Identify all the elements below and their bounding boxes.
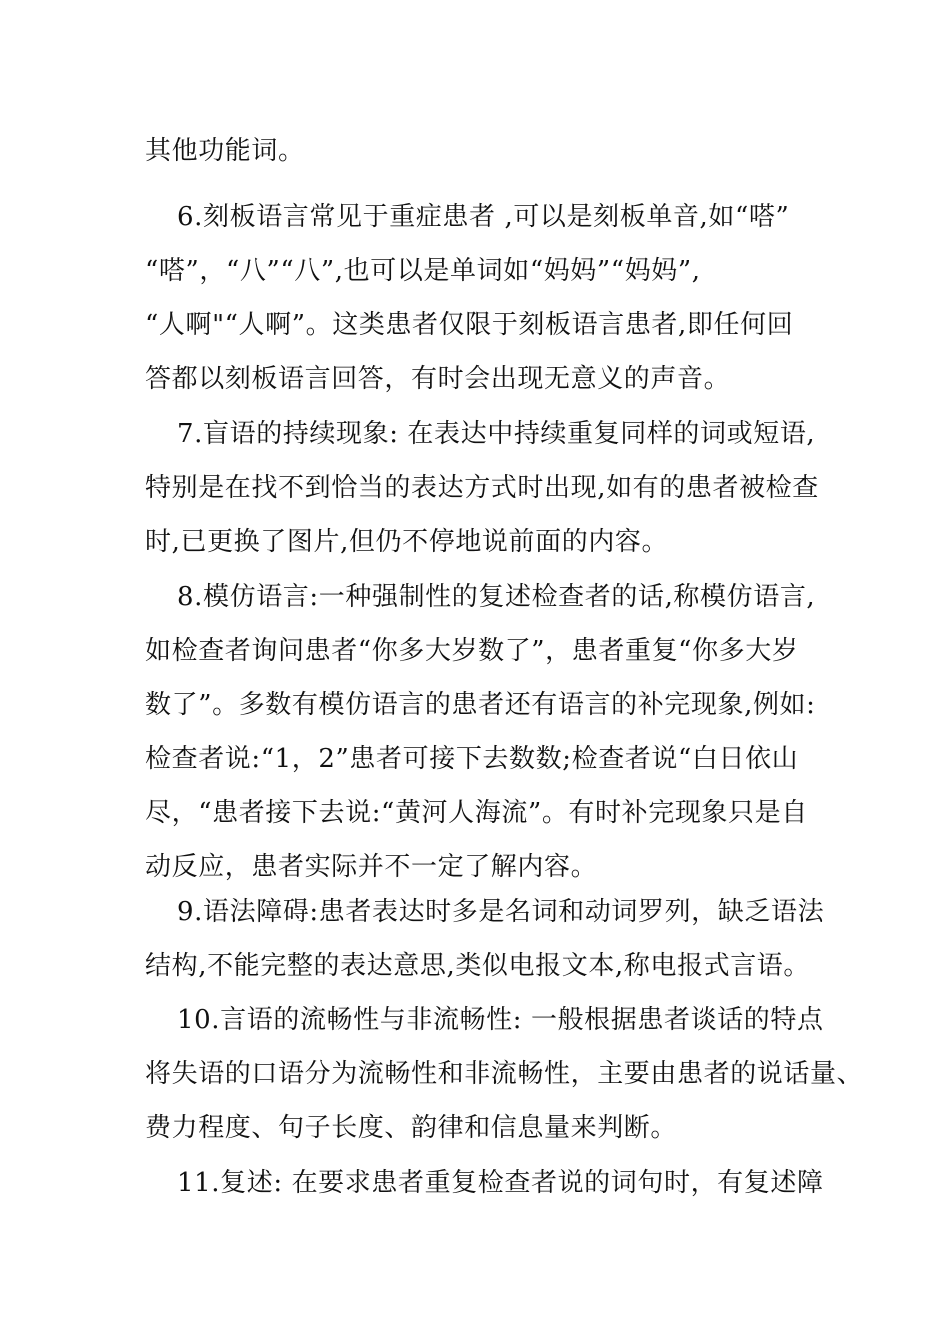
paragraph-item-7 xyxy=(145,407,819,569)
text-line: 时,已更换了图片,但仍不停地说前面的内容。 xyxy=(145,527,669,557)
text-line: 如检查者询问患者“你多大岁数了”，患者重复“你多大岁 xyxy=(145,636,799,666)
text-line: “嗒”，“八”“八”,也可以是单词如“妈妈”“妈妈”, xyxy=(145,256,701,286)
paragraph-item-6 xyxy=(145,190,810,406)
text-line: 将失语的口语分为流畅性和非流畅性，主要由患者的说话量、 xyxy=(145,1059,864,1089)
text-line: 其他功能词。 xyxy=(145,136,305,166)
paragraph-item-10 xyxy=(145,993,864,1155)
text-line: 11.复述: 在要求患者重复检查者说的词句时，有复述障 xyxy=(177,1168,824,1198)
paragraph-item-8 xyxy=(145,570,816,894)
text-line: 7.盲语的持续现象: 在表达中持续重复同样的词或短语, xyxy=(177,419,816,449)
text-line: 尽，“患者接下去说:“黄河人海流”。有时补完现象只是自 xyxy=(145,798,808,828)
text-line: 8.模仿语言:一种强制性的复述检查者的话,称模仿语言, xyxy=(177,582,816,612)
text-line: 答都以刻板语言回答，有时会出现无意义的声音。 xyxy=(145,364,731,394)
text-line: 检查者说:“1，2”患者可接下去数数;检查者说“白日依山 xyxy=(145,744,799,774)
paragraph-item-11 xyxy=(145,1156,824,1210)
text-line: 结构,不能完整的表达意思,类似电报文本,称电报式言语。 xyxy=(145,951,810,981)
paragraph-continuation xyxy=(145,124,810,178)
text-line: 6.刻板语言常见于重症患者 ,可以是刻板单音,如“嗒” xyxy=(177,202,790,232)
text-line: 费力程度、句子长度、韵律和信息量来判断。 xyxy=(145,1113,678,1143)
text-line: 数了”。多数有模仿语言的患者还有语言的补完现象,例如: xyxy=(145,690,816,720)
text-line: 动反应，患者实际并不一定了解内容。 xyxy=(145,852,598,882)
text-line: 10.言语的流畅性与非流畅性: 一般根据患者谈话的特点 xyxy=(177,1005,824,1035)
paragraph-item-9 xyxy=(145,885,825,993)
text-line: 特别是在找不到恰当的表达方式时出现,如有的患者被检查 xyxy=(145,473,819,503)
text-line: “人啊"“人啊”。这类患者仅限于刻板语言患者,即任何回 xyxy=(145,310,794,340)
text-line: 9.语法障碍:患者表达时多是名词和动词罗列，缺乏语法 xyxy=(177,897,825,927)
